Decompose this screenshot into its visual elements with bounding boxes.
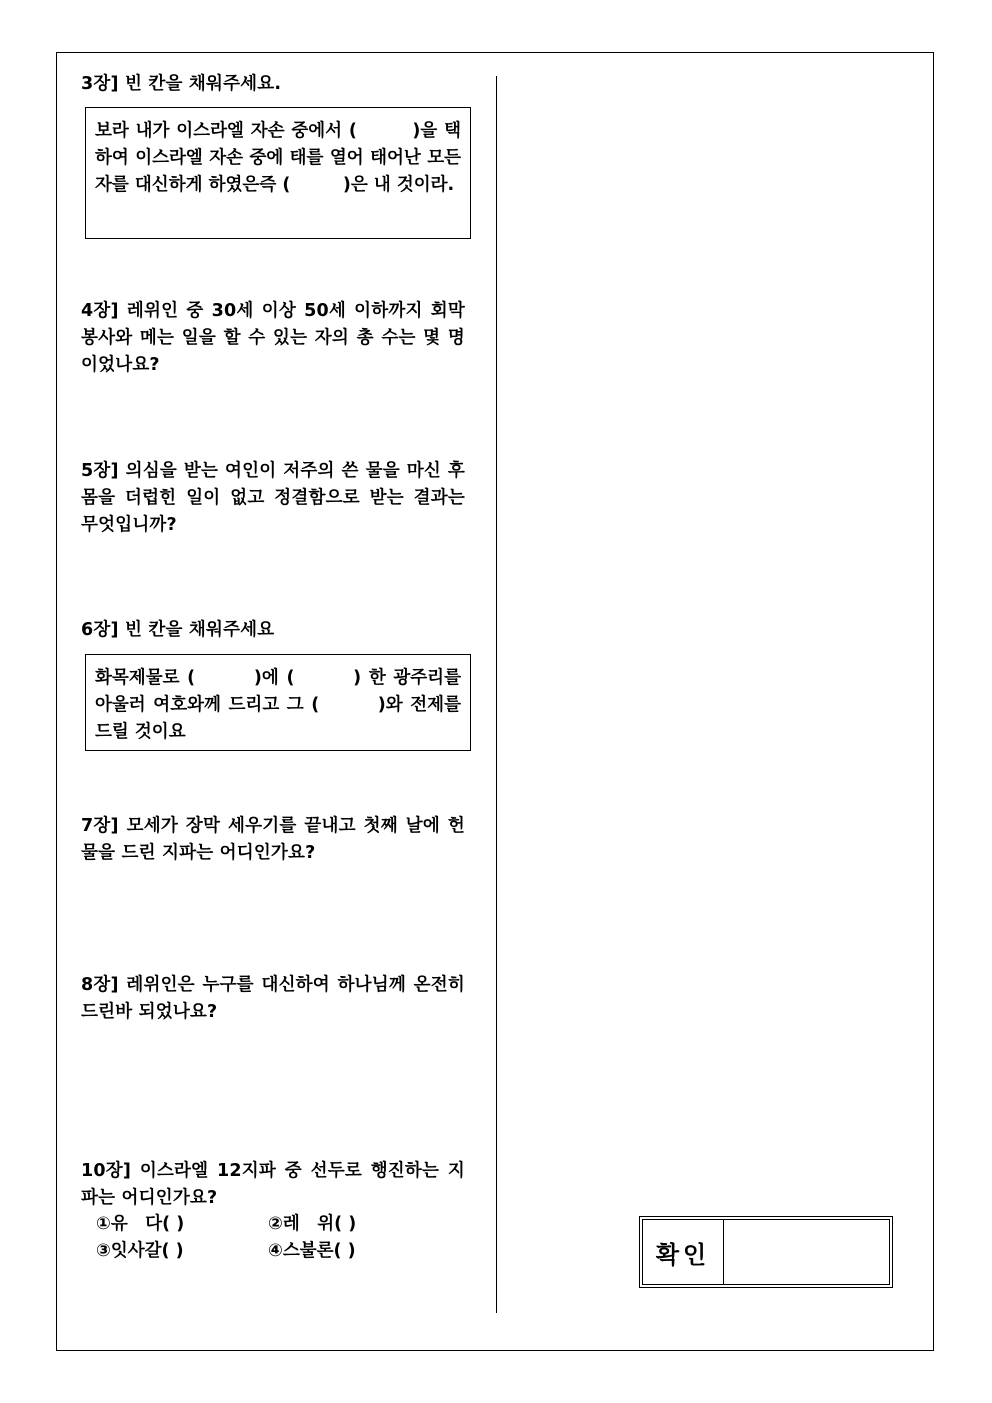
option-3[interactable]: ③잇사갈( ) (96, 1241, 184, 1261)
question-3-title (81, 71, 465, 98)
question-10-text: 10장] 이스라엘 12지파 중 선두로 행진하는 지파는 어디인가요? (81, 1161, 465, 1208)
question-6-title (81, 617, 465, 644)
confirm-inner (642, 1219, 890, 1285)
question-5-text: 5장] 의심을 받는 여인이 저주의 쓴 물을 마신 후 몸을 더럽힌 일이 없고 정결함으로 받는 결과는 무엇입니까? (81, 461, 465, 535)
option-4[interactable]: ④스불론( ) (268, 1241, 356, 1261)
question-3-box-text: 보라 내가 이스라엘 자손 중에서 ( )을 택하여 이스라엘 자손 중에 태를 열어 태어난 모든 자를 대신하게 하였은즉 ( )은 내 것이라. (95, 121, 461, 195)
confirm-label: 확인 (643, 1220, 724, 1284)
question-3-title-text: 3장] 빈 칸을 채워주세요. (81, 74, 282, 94)
confirm-signature-area[interactable] (724, 1220, 889, 1284)
column-divider (496, 76, 497, 1313)
question-5 (81, 458, 465, 539)
question-10-options (96, 1211, 440, 1265)
question-4 (81, 298, 465, 379)
options-row-2 (96, 1238, 440, 1265)
question-6-box-text: 화목제물로 ( )에 ( ) 한 광주리를 아울러 여호와께 드리고 그 ( )와 전제를 드릴 것이요 (95, 668, 461, 742)
question-4-text: 4장] 레위인 중 30세 이상 50세 이하까지 회막 봉사와 메는 일을 할 수 있는 자의 총 수는 몇 명이었나요? (81, 301, 465, 375)
question-10 (81, 1158, 465, 1212)
question-6-title-text: 6장] 빈 칸을 채워주세요 (81, 620, 275, 640)
option-2[interactable]: ②레 위( ) (268, 1214, 357, 1234)
question-7 (81, 813, 465, 867)
question-8-text: 8장] 레위인은 누구를 대신하여 하나님께 온전히 드린바 되었나요? (81, 975, 465, 1022)
question-6-answer-box[interactable] (85, 654, 471, 751)
question-3-answer-box[interactable] (85, 107, 471, 239)
question-8 (81, 972, 465, 1026)
confirm-box (639, 1216, 893, 1288)
question-7-text: 7장] 모세가 장막 세우기를 끝내고 첫째 날에 헌물을 드린 지파는 어디인가요? (81, 816, 465, 863)
options-row-1 (96, 1211, 440, 1238)
option-1[interactable]: ①유 다( ) (96, 1214, 185, 1234)
